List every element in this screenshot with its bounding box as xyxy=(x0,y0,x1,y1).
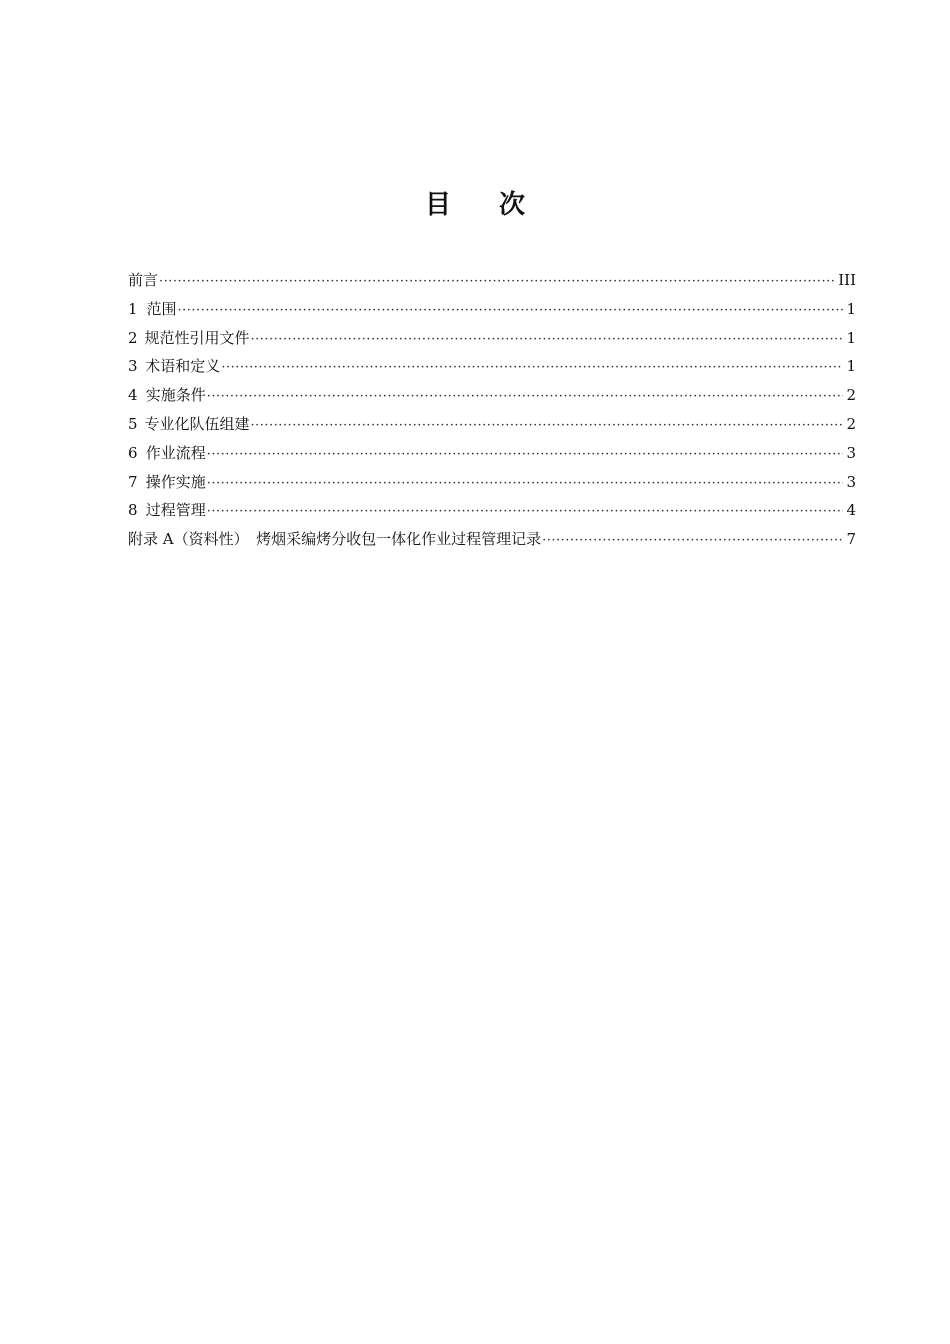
toc-number: 4 xyxy=(128,386,138,405)
toc-entry-5[interactable] xyxy=(128,410,856,439)
toc-page-number: 2 xyxy=(846,414,856,433)
toc-label: 操作实施 xyxy=(145,472,206,491)
toc-label: 专业化队伍组建 xyxy=(144,414,250,433)
toc-page-number: 2 xyxy=(846,386,856,405)
toc-entry-3[interactable] xyxy=(128,352,856,381)
toc-page-number: III xyxy=(838,271,856,289)
table-of-contents xyxy=(128,266,856,554)
toc-label: 过程管理 xyxy=(145,501,206,520)
toc-number: 3 xyxy=(128,357,138,376)
toc-entry-6[interactable] xyxy=(128,439,856,468)
toc-page-number: 4 xyxy=(846,501,856,520)
toc-entry-appendix-a[interactable] xyxy=(128,525,856,554)
toc-entry-1[interactable] xyxy=(128,295,856,324)
toc-label: 术语和定义 xyxy=(145,357,221,376)
title-char-2: 次 xyxy=(499,190,526,220)
toc-number: 8 xyxy=(128,501,138,520)
toc-number: 1 xyxy=(128,299,138,318)
toc-leader xyxy=(207,383,843,412)
toc-page-number: 3 xyxy=(846,443,856,462)
toc-label: 附录 A（资料性） 烤烟采编烤分收包一体化作业过程管理记录 xyxy=(128,530,542,549)
toc-entry-preface[interactable] xyxy=(128,266,856,295)
toc-entry-7[interactable] xyxy=(128,468,856,497)
toc-entry-8[interactable] xyxy=(128,496,856,525)
toc-leader xyxy=(207,441,843,470)
toc-leader xyxy=(221,354,843,383)
toc-page-number: 1 xyxy=(846,357,856,376)
toc-page-number: 1 xyxy=(846,299,856,318)
page-title xyxy=(0,184,950,221)
toc-leader xyxy=(178,297,843,326)
toc-leader xyxy=(251,412,844,441)
toc-number: 2 xyxy=(128,328,138,347)
toc-leader xyxy=(207,498,843,527)
toc-leader xyxy=(251,326,844,355)
title-char-1: 目 xyxy=(424,190,451,220)
toc-label: 前言 xyxy=(128,271,159,289)
toc-number: 7 xyxy=(128,472,138,491)
toc-page-number: 7 xyxy=(846,530,856,549)
toc-leader xyxy=(207,470,843,499)
toc-label: 作业流程 xyxy=(145,443,206,462)
toc-page-number: 1 xyxy=(846,328,856,347)
toc-number: 6 xyxy=(128,443,138,462)
toc-entry-2[interactable] xyxy=(128,324,856,353)
toc-label: 实施条件 xyxy=(145,386,206,405)
toc-leader xyxy=(542,527,843,556)
toc-label: 规范性引用文件 xyxy=(144,328,250,347)
toc-number: 5 xyxy=(128,414,138,433)
toc-entry-4[interactable] xyxy=(128,381,856,410)
toc-leader xyxy=(159,268,835,297)
toc-label: 范围 xyxy=(146,299,177,318)
toc-page-number: 3 xyxy=(846,472,856,491)
